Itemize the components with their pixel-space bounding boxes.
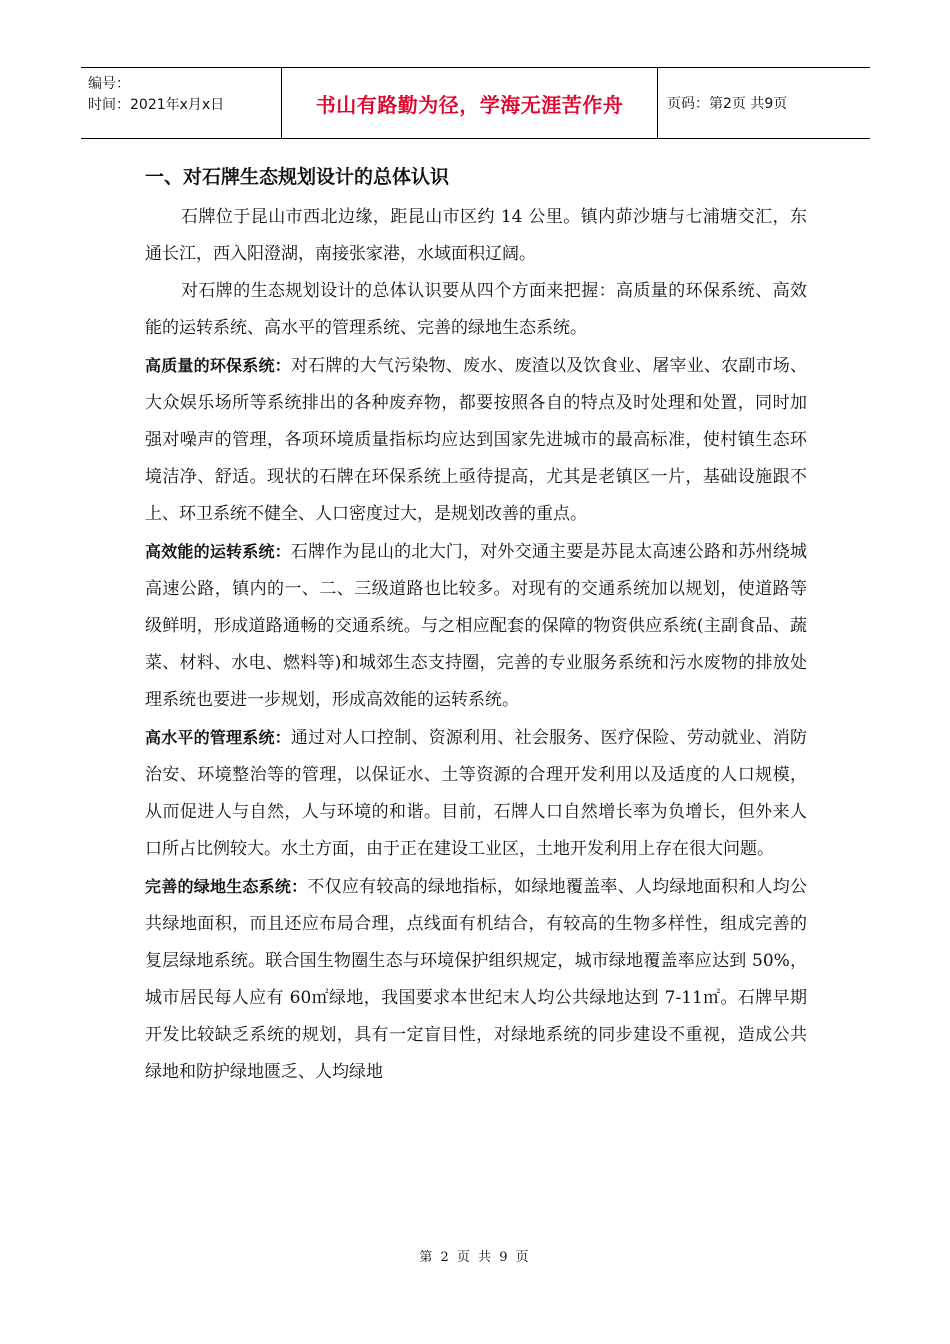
greenland-text: 不仅应有较高的绿地指标，如绿地覆盖率、人均绿地面积和人均公共绿地面积，而且还应布局合理，点线面有机结合，有较高的生物多样性，组成完善的复层绿地系统。联合国生物圈生态与环境保护组织规定，城市绿地覆盖率应达到 50%，城市居民每人应有 60㎡绿地，我国要求本世纪末人均公共绿地达到 7-11㎡。石牌早期开发比较缺乏系统的规划，具有一定盲目性，对绿地系统的同步建设不重视，造成公共绿地和防护绿地匮乏、人均绿地 bbox=[145, 877, 807, 1082]
header-motto: 书山有路勤为径，学海无涯苦作舟 bbox=[315, 92, 624, 117]
header-page-cell bbox=[658, 68, 870, 138]
greenland-paragraph bbox=[145, 868, 807, 1091]
management-paragraph bbox=[145, 719, 807, 868]
operations-label: 高效能的运转系统： bbox=[145, 542, 291, 561]
header-page-info: 页码：第2页 共9页 bbox=[667, 96, 788, 112]
header-left-cell bbox=[81, 68, 282, 138]
management-label: 高水平的管理系统： bbox=[145, 728, 291, 747]
operations-paragraph bbox=[145, 533, 807, 719]
doc-time-label: 时间：2021年x月x日 bbox=[88, 97, 225, 113]
page-header bbox=[81, 67, 870, 139]
overview-paragraph: 对石牌的生态规划设计的总体认识要从四个方面来把握：高质量的环保系统、高效能的运转系统、高水平的管理系统、完善的绿地生态系统。 bbox=[145, 281, 807, 338]
environment-paragraph bbox=[145, 347, 807, 533]
document-body bbox=[145, 165, 807, 1091]
environment-label: 高质量的环保系统： bbox=[145, 356, 291, 375]
page-footer: 第 2 页 共 9 页 bbox=[419, 1250, 531, 1265]
doc-number-label: 编号： bbox=[88, 76, 130, 92]
intro-paragraph: 石牌位于昆山市西北边缘，距昆山市区约 14 公里。镇内茆沙塘与七浦塘交汇，东通长江，西入阳澄湖，南接张家港，水域面积辽阔。 bbox=[145, 207, 807, 264]
environment-text: 对石牌的大气污染物、废水、废渣以及饮食业、屠宰业、农副市场、大众娱乐场所等系统排出的各种废弃物，都要按照各自的特点及时处理和处置，同时加强对噪声的管理，各项环境质量指标均应达到国家先进城市的最高标准，使村镇生态环境洁净、舒适。现状的石牌在环保系统上亟待提高，尤其是老镇区一片，基础设施跟不上、环卫系统不健全、人口密度过大，是规划改善的重点。 bbox=[145, 356, 807, 524]
header-motto-cell bbox=[282, 68, 658, 138]
management-text: 通过对人口控制、资源利用、社会服务、医疗保险、劳动就业、消防治安、环境整治等的管理，以保证水、土等资源的合理开发利用以及适度的人口规模，从而促进人与自然，人与环境的和谐。目前，石牌人口自然增长率为负增长，但外来人口所占比例较大。水土方面，由于正在建设工业区，土地开发利用上存在很大问题。 bbox=[145, 728, 807, 859]
operations-text: 石牌作为昆山的北大门，对外交通主要是苏昆太高速公路和苏州绕城高速公路，镇内的一、二、三级道路也比较多。对现有的交通系统加以规划，使道路等级鲜明，形成道路通畅的交通系统。与之相应配套的保障的物资供应系统(主副食品、蔬菜、材料、水电、燃料等)和城郊生态支持圈，完善的专业服务系统和污水废物的排放处理系统也要进一步规划，形成高效能的运转系统。 bbox=[145, 542, 807, 710]
section-title: 一、对石牌生态规划设计的总体认识 bbox=[145, 166, 450, 188]
greenland-label: 完善的绿地生态系统： bbox=[145, 877, 308, 896]
